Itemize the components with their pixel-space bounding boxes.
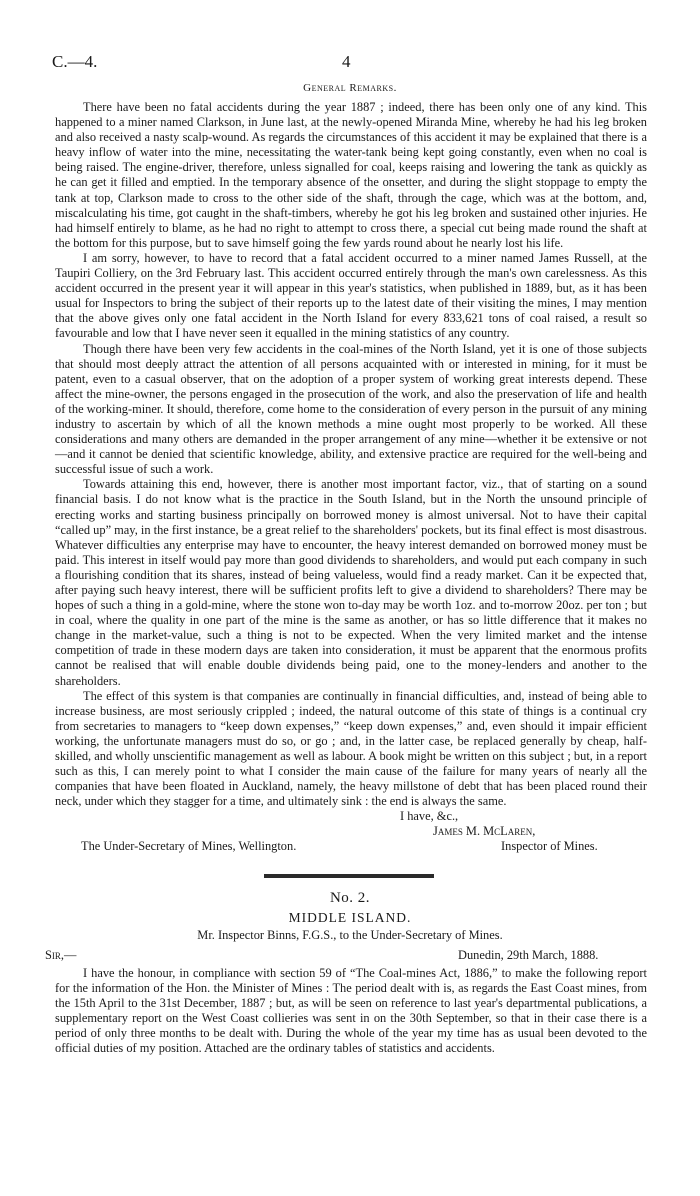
addressee-row [55,839,647,854]
paragraph-fatal-accident: I am sorry, however, to have to record that a fatal accident occurred to a miner named James Russell, at the Taupiri Colliery, on the 3rd February last. This accident occurred entirely through the man's own carelessness. As this accident occurred in the present year it will appear in this year's statistics, when published in 1889, but, as it has been usual for Inspectors to bring the subject of their reports up to the latest date of their visiting the mines, I may mention that the above gives only one fatal accident in the North Island for every 833,621 tons of coal raised, a result so favourable and low that I have never seen it equalled in the mining statistics of any country. [55,250,647,341]
dateline: Dunedin, 29th March, 1888. [458,948,599,962]
signature-row [55,824,647,839]
report2-body [55,966,647,1057]
signatory-name: James M. McLaren, [433,824,536,839]
region-heading: MIDDLE ISLAND. [288,910,412,925]
address-line: Mr. Inspector Binns, F.G.S., to the Under-Secretary of Mines. [197,928,503,942]
closing-text: I have, &c., [400,809,459,824]
salutation: Sir,— [45,948,77,962]
paragraph-financial-basis: Towards attaining this end, however, there is another most important factor, viz., that of starting on a sound financial basis. I do not know what is the practice in the South Island, but in the North the unsound principle of erecting works and starting business principally on borrowed money is almost universal. Not to have their capital “called up” may, in the first instance, be a great relief to the shareholders' pockets, but its final effect is most disastrous. Whatever difficulties any enterprise may have to encounter, the heavy interest demanded on borrowed money must be paid. This interest in itself would pay more than good dividends to shareholders, and would put each company in such a flourishing condition that its shares, instead of being valueless, would find a ready market. Can it be expected that, after paying such heavy interest, there will be sufficient profits left to give a dividend to shareholders? There may be hopes of such a thing in a gold-mine, where the stone won to-day may be worth 1oz. and to-morrow 20oz. per ton ; but in coal, where the quality in one part of the mine is the same as another, or has so little difference that it makes no change in the market-value, such a thing is not to be expected. When the very limited market and the intense competition of trade in these modern days are taken into consideration, it must be apparent that the enormous profits cannot be realised that will enable double dividends being paid, one to the money-lenders and another to the shareholders. [55,477,647,688]
report-number: No. 2. [329,890,371,906]
section-heading: General Remarks. [303,82,397,94]
paragraph-accidents-1887: There have been no fatal accidents during the year 1887 ; indeed, there has been only one of any kind. This happened to a miner named Clarkson, in June last, at the newly-opened Miranda Mine, whereby he had his leg broken and also received a nasty scalp-wound. As regards the circumstances of this accident it may be explained that there is a heavy inflow of water into the mine, necessitating the water-tank being kept going constantly, even when no coal is being raised. The engine-driver, therefore, unless signalled for coal, keeps raising and lowering the tank as quickly as he can get it filled and emptied. In the temporary absence of the onsetter, and during the slight stoppage to empty the tank at top, Clarkson made to cross to the other side of the shaft, through the cage, which was at the bottom, and, miscalculating his time, got caught in the shaft-timbers, whereby he got his leg broken and sustained other injuries. He had himself entirely to blame, as he had no right to attempt to cross there, a special cut being made round the shaft at the bottom for this purpose, but to save himself going the few yards round about he nearly lost his life. [55,100,647,250]
report-reference: C.—4. [52,52,98,71]
closing-row [55,809,647,824]
paragraph-report2-intro: I have the honour, in compliance with section 59 of “The Coal-mines Act, 1886,” to make the following report for the information of the Hon. the Minister of Mines : The period dealt with is, as regards the East Coast mines, from the 15th April to the 31st December, 1887 ; but, as will be seen on reference to last year's departmental publications, a supplementary report on the West Coast collieries was sent in on the 30th September, so that in their case there is a period of only three months to be dealt with. During the whole of the year my time has as usual been devoted to the official duties of my position. Attached are the ordinary tables of statistics and accidents. [55,966,647,1056]
report-body [55,100,647,854]
page-number: 4 [342,52,351,71]
section-divider [264,874,434,878]
addressee: The Under-Secretary of Mines, Wellington. [81,839,297,854]
signatory-title: Inspector of Mines. [501,839,598,854]
paragraph-mining-system: Though there have been very few accidents in the coal-mines of the North Island, yet it is one of those subjects that should most deeply attract the attention of all persons acquainted with or interested in mining, for it must be patent, even to a casual observer, that on the adoption of a proper system of working great interests depend. These affect the mine-owner, the persons engaged in the prosecution of the work, and also the preservation of life and health of the working-miner. It should, therefore, come home to the consideration of every person in the pursuit of any mining industry to ascertain by which of all the known methods a mine ought most properly to be worked. All these considerations and many others are demanded in the proper arrangement of any mine—whether it be extensive or not—and it cannot be denied that scientific knowledge, ability, and extensive practice are required for the well-being and successful issue of such a work. [55,341,647,477]
paragraph-effects: The effect of this system is that companies are continually in financial difficulties, and, instead of being able to increase business, are most seriously crippled ; indeed, the natural outcome of this state of things is a continual cry from secretaries to managers to “keep down expenses,” “keep down expenses,” and, even should it impair efficient working, the unfortunate managers must do so, or go ; and, in the latter case, be replaced generally by cheap, half-skilled, and wholly unscientific management as well as labour. A book might be written on this subject ; but, in a report such as this, I can merely point to what I consider the main cause of the failure for many years of nearly all the companies that have been floated in Auckland, namely, the heavy millstone of debt that has been placed round their neck, under which they stagger for a time, and ultimately sink : the end is always the same. [55,688,647,809]
